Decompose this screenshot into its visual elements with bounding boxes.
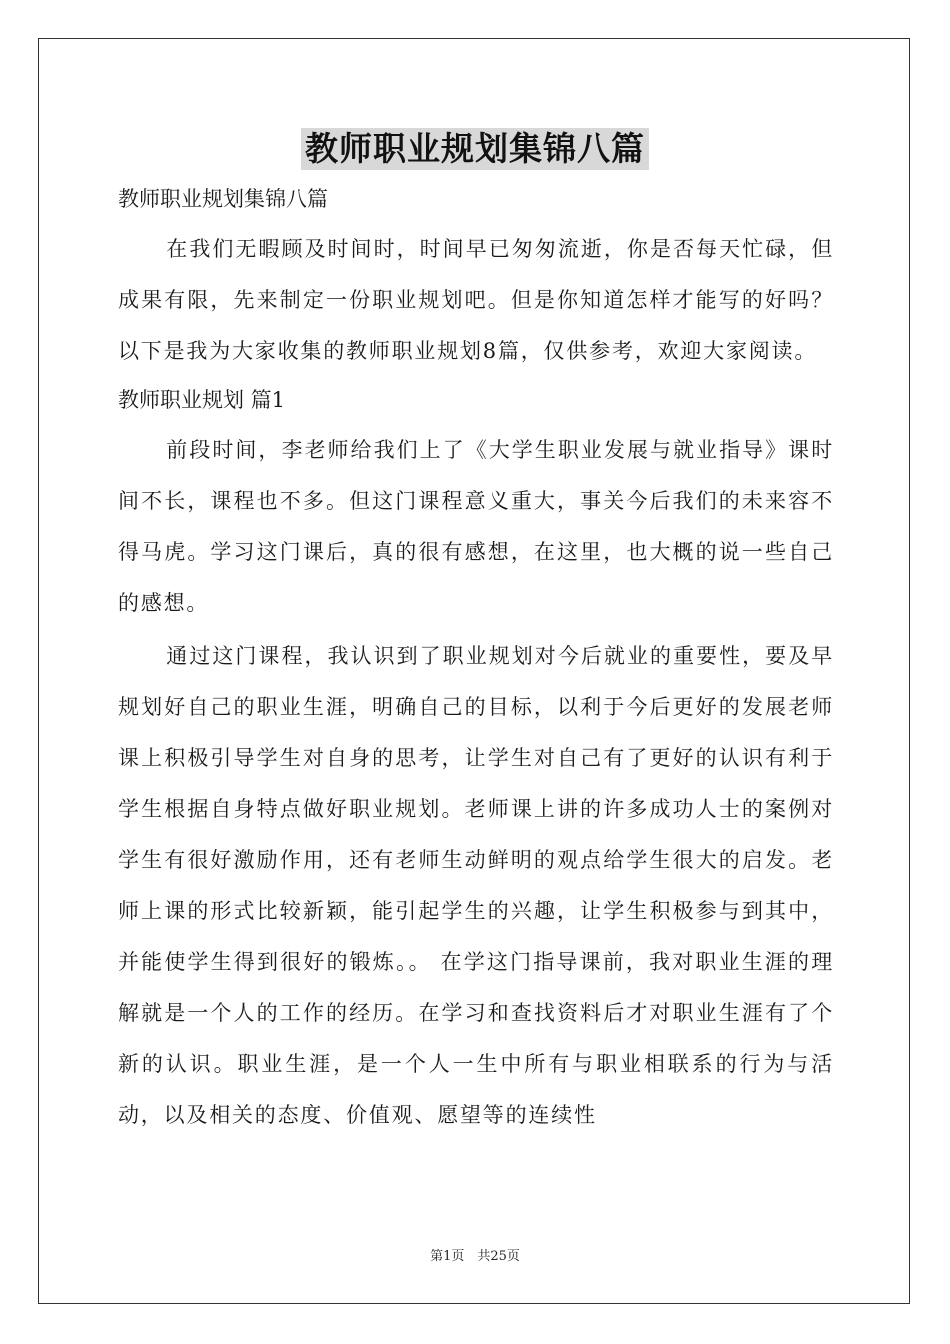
document-body xyxy=(118,180,834,1141)
document-title: 教师职业规划集锦八篇 xyxy=(301,128,649,170)
body-paragraph: 前段时间，李老师给我们上了《大学生职业发展与就业指导》课时间不长，课程也不多。但这门课程意义重大，事关今后我们的未来容不得马虎。学习这门课后，真的很有感想，在这里，也大概的说一些自己的感想。 xyxy=(118,438,834,615)
body-paragraph: 通过这门课程，我认识到了职业规划对今后就业的重要性，要及早规划好自己的职业生涯，明确自己的目标，以利于今后更好的发展老师课上积极引导学生对自身的思考，让学生对自己有了更好的认识有利于学生根据自身特点做好职业规划。老师课上讲的许多成功人士的案例对学生有很好激励作用，还有老师生动鲜明的观点给学生很大的启发。老师上课的形式比较新颖，能引起学生的兴趣，让学生积极参与到其中，并能使学生得到很好的锻炼。。 在学这门指导课前，我对职业生涯的理解就是一个人的工作的经历。在学习和查找资料后才对职业生涯有了个新的认识。职业生涯，是一个人一生中所有与职业相联系的行为与活动，以及相关的态度、价值观、愿望等的连续性 xyxy=(118,644,834,1127)
intro-paragraph: 在我们无暇顾及时间时，时间早已匆匆流逝，你是否每天忙碌，但成果有限，先来制定一份职业规划吧。但是你知道怎样才能写的好吗？以下是我为大家收集的教师职业规划8篇，仅供参考，欢迎大家阅读。 xyxy=(118,237,834,363)
page-number: 第1页 共25页 xyxy=(430,1249,520,1264)
title-container xyxy=(0,128,950,170)
document-subtitle: 教师职业规划集锦八篇 xyxy=(118,187,328,211)
section-heading: 教师职业规划 篇1 xyxy=(118,388,286,412)
